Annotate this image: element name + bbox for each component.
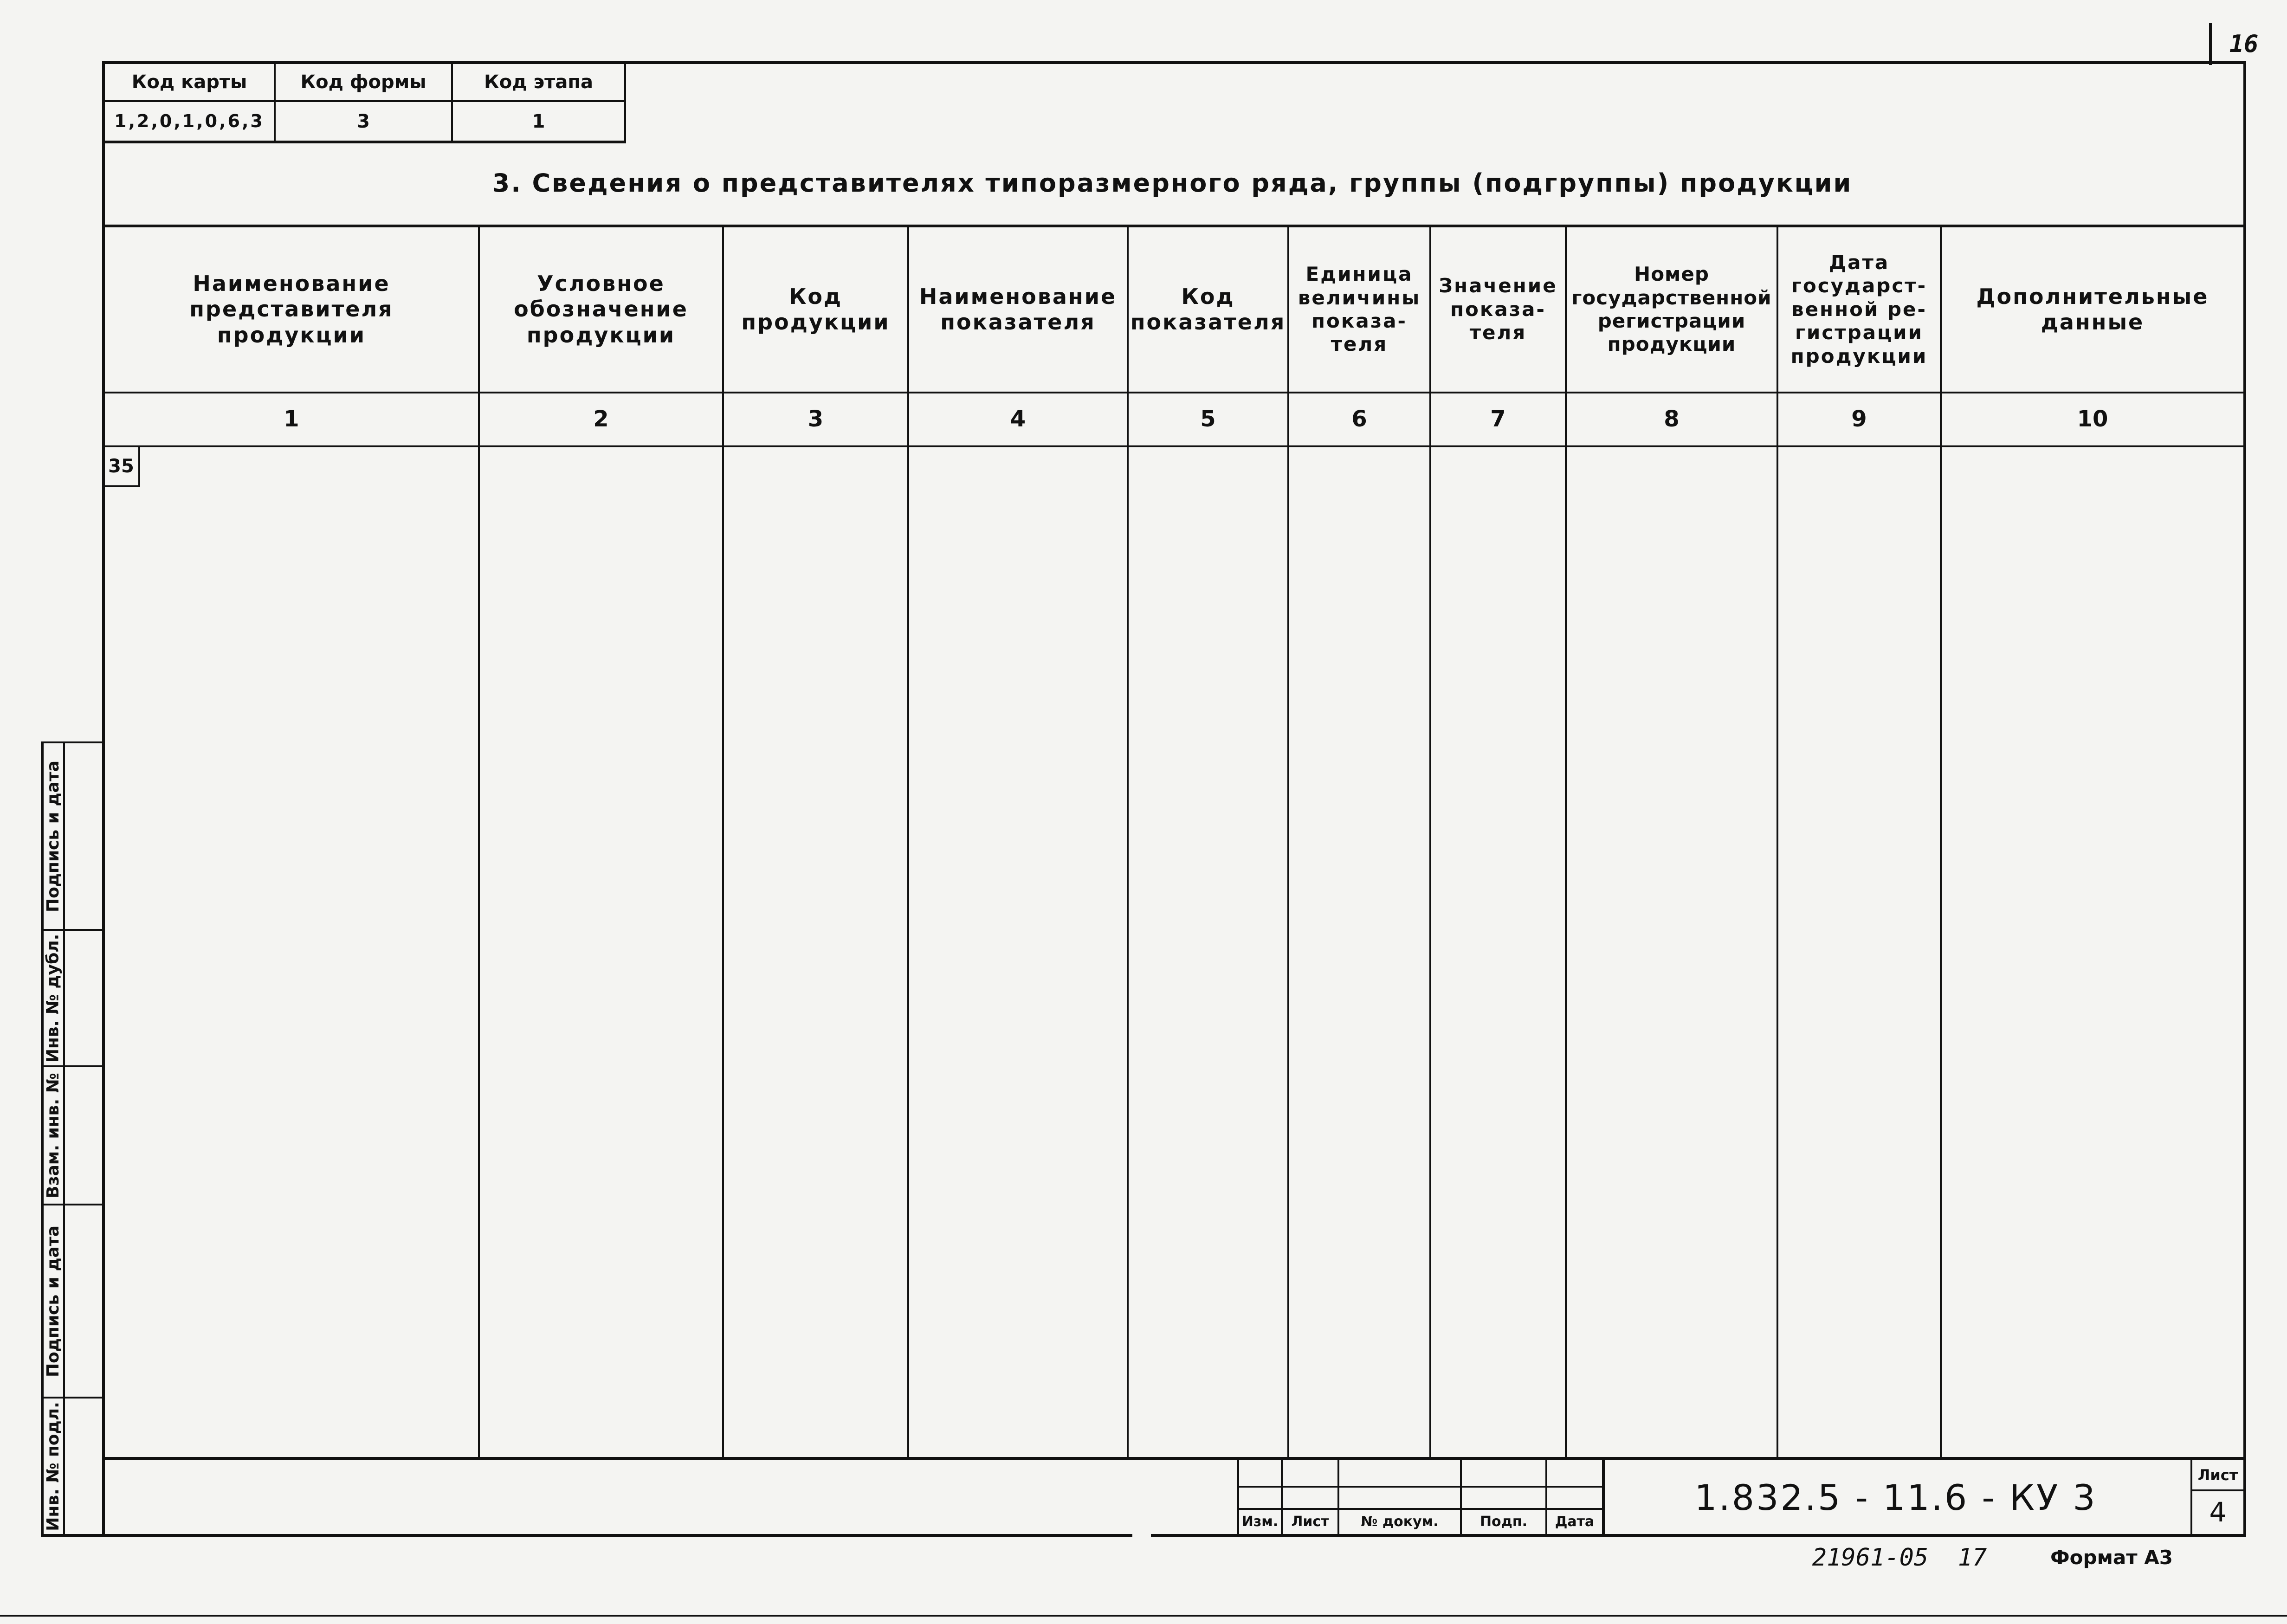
sheet-label: Лист: [2197, 1466, 2238, 1484]
stamp-inv-dubl: Инв. № дубл.: [43, 934, 63, 1063]
stamp-inv-podl: Инв. № подл.: [43, 1401, 63, 1531]
column-header-5: Код показателя: [1130, 284, 1286, 335]
stamp-sign-date-2: Подпись и дата: [43, 760, 63, 912]
code-value-stage: 1: [532, 110, 545, 132]
column-number-3: 3: [808, 406, 824, 432]
code-header-card: Код карты: [131, 71, 247, 93]
stamp-label-sign: Подп.: [1479, 1514, 1528, 1530]
column-header-1: Наименование представителя продукции: [189, 271, 394, 348]
section-title: 3. Сведения о представителях типоразмерного ряда, группы (подгруппы) продукции: [492, 168, 1853, 198]
stamp-label-date: Дата: [1555, 1514, 1595, 1530]
column-header-10: Дополнительные данные: [1976, 284, 2209, 335]
column-number-4: 4: [1010, 406, 1026, 432]
code-value-form: 3: [357, 110, 370, 132]
row-marker: 35: [108, 456, 134, 477]
column-header-3: Код продукции: [741, 284, 890, 335]
column-number-9: 9: [1851, 406, 1867, 432]
stamp-sign-date-1: Подпись и дата: [43, 1225, 63, 1377]
code-value-card: 1,2,0,1,0,6,3: [114, 110, 265, 131]
document-designation: 1.832.5 - 11.6 - КУ 3: [1694, 1477, 2097, 1519]
frame-right: [2243, 61, 2246, 1537]
column-header-6: Единица величины показа- теля: [1298, 263, 1421, 356]
column-number-10: 10: [2077, 406, 2108, 432]
column-header-7: Значение показа- теля: [1439, 274, 1557, 344]
column-number-8: 8: [1664, 406, 1680, 432]
column-header-9: Дата государст- венной ре- гистрации продукции: [1790, 251, 1928, 367]
stamp-label-izm: Изм.: [1241, 1514, 1279, 1530]
code-header-stage: Код этапа: [484, 71, 593, 93]
stamp-vzam-inv: Взам. инв. №: [43, 1072, 63, 1199]
page-number: 16: [2229, 30, 2259, 58]
copy-number: 17: [1958, 1543, 1987, 1572]
order-number: 21961-05: [1812, 1543, 1929, 1572]
column-number-5: 5: [1200, 406, 1216, 432]
column-header-4: Наименование показателя: [919, 284, 1117, 335]
column-header-8: Номер государственной регистрации продукции: [1571, 263, 1772, 356]
stamp-label-list: Лист: [1291, 1514, 1329, 1530]
column-number-1: 1: [284, 406, 299, 432]
column-header-2: Условное обозначение продукции: [514, 271, 688, 348]
format-label: Формат А3: [2050, 1546, 2173, 1569]
column-number-7: 7: [1490, 406, 1506, 432]
page-bottom-line: [0, 1615, 2287, 1617]
sheet-number: 4: [2209, 1496, 2227, 1528]
column-number-2: 2: [593, 406, 609, 432]
column-number-6: 6: [1351, 406, 1367, 432]
stamp-label-doc: № докум.: [1361, 1514, 1439, 1530]
code-header-form: Код формы: [300, 71, 426, 93]
